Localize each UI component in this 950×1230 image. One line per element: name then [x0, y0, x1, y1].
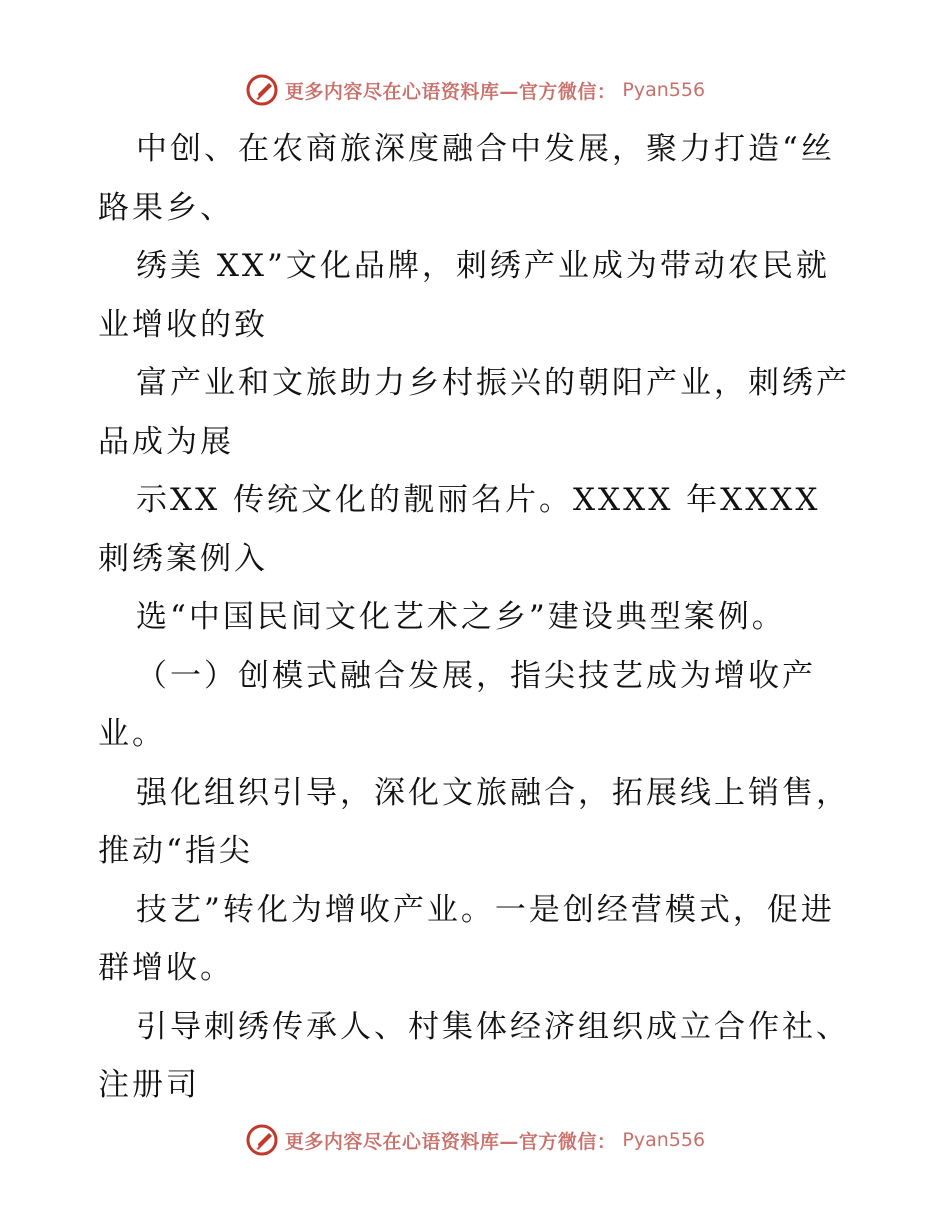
paragraph: 示XX 传统文化的靓丽名片。XXXX 年XXXX 刺绣案例入	[98, 482, 821, 577]
watermark-handle: Pyan556	[622, 1129, 706, 1151]
paragraph: 中创、在农商旅深度融合中发展，聚力打造“丝路果乡、	[98, 131, 835, 226]
paragraph: 技艺”转化为增收产业。一是创经营模式，促进群增收。	[98, 891, 835, 986]
paragraph: 富产业和文旅助力乡村振兴的朝阳产业，刺绣产品成为展	[98, 365, 850, 460]
watermark-header	[0, 70, 950, 110]
watermark-text: 更多内容尽在心语资料库—官方微信：	[284, 80, 617, 103]
paragraph: 引导刺绣传承人、村集体经济组织成立合作社、注册司	[98, 1008, 850, 1103]
pen-logo-icon	[245, 1123, 279, 1157]
document-body	[98, 120, 858, 1115]
pen-logo-icon	[245, 73, 279, 107]
paragraph: 强化组织引导，深化文旅融合，拓展线上销售，推动“指尖	[98, 774, 850, 869]
watermark-footer	[0, 1120, 950, 1160]
paragraph: 选“中国民间文化艺术之乡”建设典型案例。	[136, 599, 786, 635]
watermark-text: 更多内容尽在心语资料库—官方微信：	[284, 1130, 617, 1153]
watermark-handle: Pyan556	[622, 79, 706, 101]
section-heading: （一）创模式融合发展，指尖技艺成为增收产业。	[98, 657, 816, 752]
paragraph: 绣美 XX”文化品牌，刺绣产业成为带动农民就业增收的致	[98, 248, 830, 343]
